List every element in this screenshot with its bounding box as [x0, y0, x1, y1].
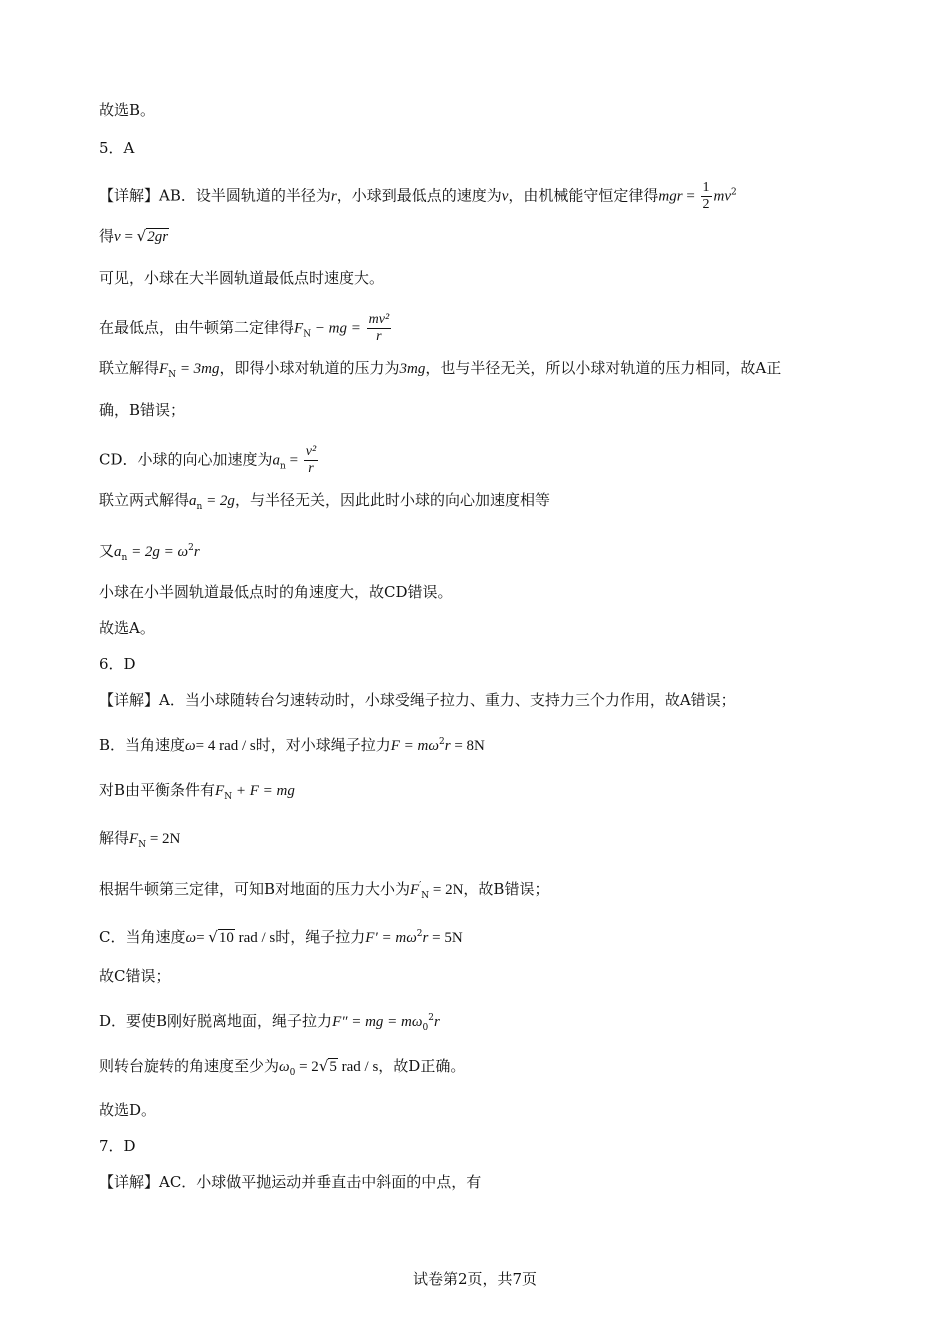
- text-line: 则转台旋转的角速度至少为$\omega_0 = 2√5$ rad / s，故D正确。: [99, 1057, 466, 1078]
- fraction: $\frac{\text{v²}}{r}$: [305, 444, 317, 476]
- text-line: B．当角速度ω= 4 rad / s时，对小球绳子拉力$F = m\omega^2r = 8N$: [99, 736, 485, 754]
- text-line: 【详解】AB．设半圆轨道的半径为r，小球到最低点的速度为v，由机械能守恒定律得mgr = $\frac{1}{2}$ $mv^2$: [99, 180, 737, 212]
- page-footer: 试卷第2页，共7页: [412, 1270, 538, 1288]
- question-number: 7．D: [99, 1137, 136, 1155]
- text-line: 小球在小半圆轨道最低点时的角速度大，故CD错误。: [99, 583, 453, 601]
- text-line: 又$a_n = 2g = \omega^2r$: [99, 542, 200, 563]
- text-line: 对B由平衡条件有$F_N + F$ = mg: [99, 781, 295, 802]
- text-line: 联立两式解得$a_n = 2g$，与半径无关，因此此时小球的向心加速度相等: [99, 491, 550, 512]
- fraction: $\frac{\text{mv²}}{r}$: [368, 312, 390, 344]
- text-line: 【详解】AC．小球做平抛运动并垂直击中斜面的中点，有: [99, 1173, 482, 1191]
- text-line: 解得$F_N = 2N$: [99, 829, 181, 850]
- text-line: 确，B错误；: [99, 401, 186, 419]
- text-line: 可见，小球在大半圆轨道最低点时速度大。: [99, 269, 385, 287]
- text-line: D．要使B刚好脱离地面，绳子拉力F″ = mg = $m\omega_0^2r$: [99, 1012, 440, 1033]
- text-line: 故选D。: [99, 1101, 157, 1119]
- text-line: 【详解】A．当小球随转台匀速转动时，小球受绳子拉力、重力、支持力三个力作用，故A错误；: [99, 691, 736, 709]
- text-line: 故选A。: [99, 619, 155, 637]
- text-line: 故选B。: [99, 101, 156, 119]
- question-number: 5．A: [99, 139, 135, 157]
- question-number: 6．D: [99, 655, 136, 673]
- sqrt-sign: √: [318, 1057, 329, 1075]
- text-line: 故C错误；: [99, 967, 171, 985]
- fraction: $\frac{1}{2}$: [702, 180, 710, 212]
- text-line: CD．小球的向心加速度为$a_n$ = $\frac{\text{v²}}{r}$: [99, 444, 317, 476]
- text-line: C．当角速度ω= √10 rad / s时，绳子拉力$F' = m\omega^2r = 5N$: [99, 928, 463, 946]
- sqrt-sign: √: [136, 227, 147, 245]
- text-line: 联立解得$F_N = 3mg$，即得小球对轨道的压力为3mg，也与半径无关，所以小球对轨道的压力相同，故A正: [99, 359, 782, 380]
- text-line: 在最低点，由牛顿第二定律得$F_N$ − mg = $\frac{\text{mv²}}{r}$: [99, 312, 390, 344]
- text-line: 根据牛顿第三定律，可知B对地面的压力大小为$F'_N = 2N$，故B错误；: [99, 880, 550, 901]
- text-line: 得v = √2gr: [99, 227, 169, 245]
- sqrt-sign: √: [208, 928, 218, 946]
